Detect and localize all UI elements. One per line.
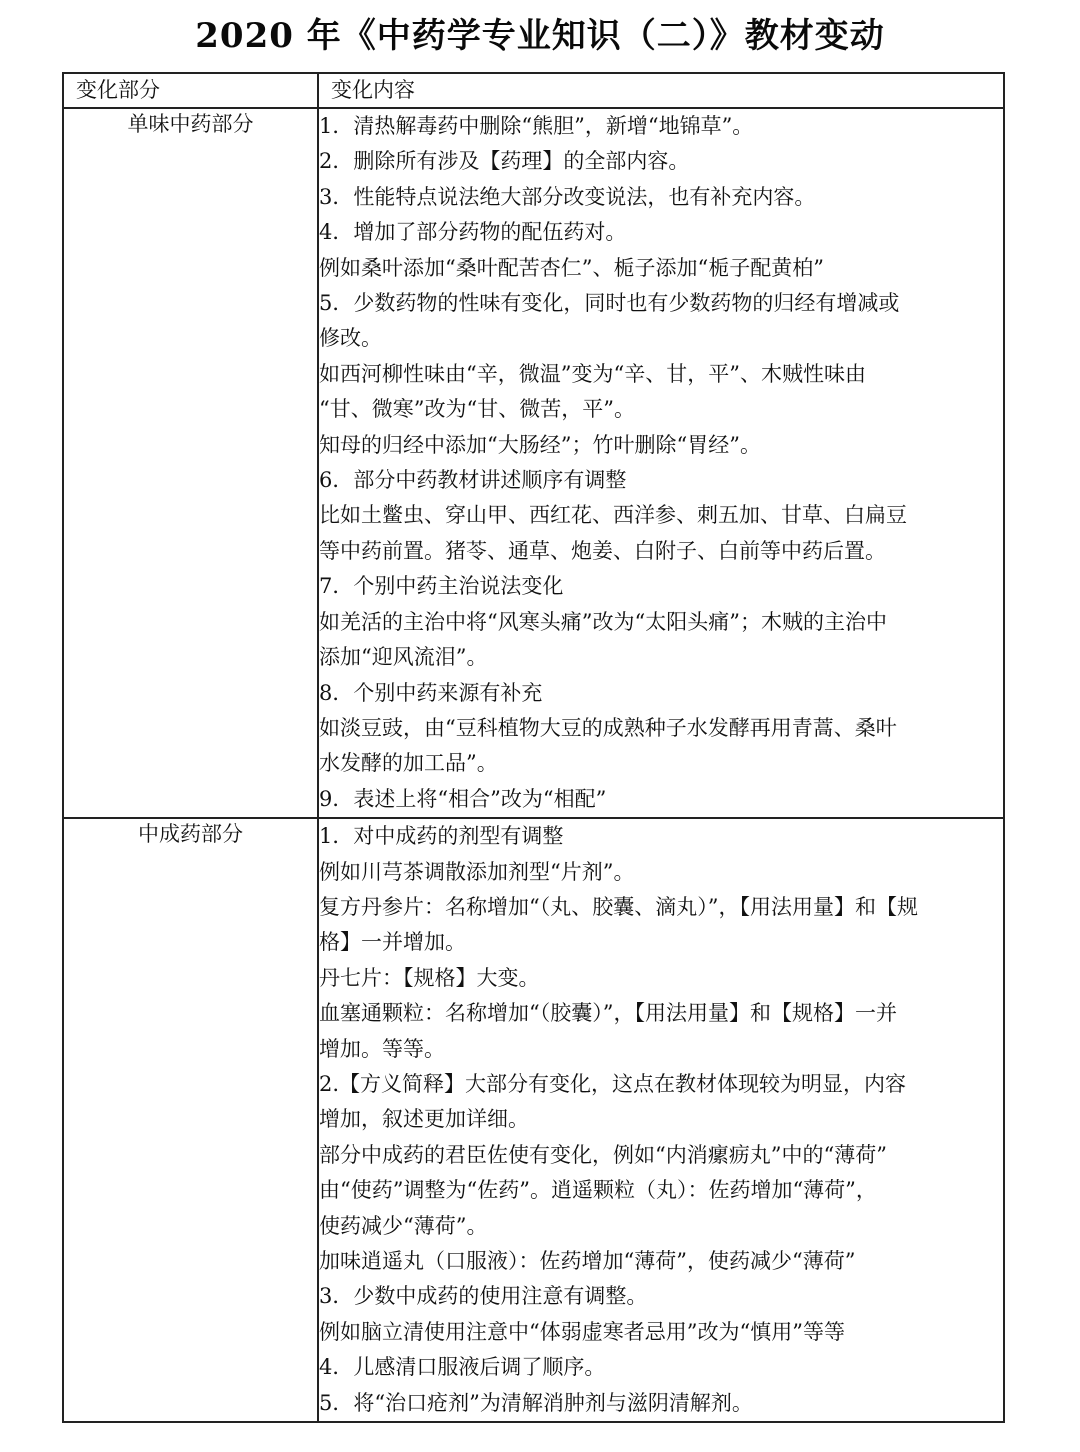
content-lines bbox=[319, 109, 1003, 817]
content-line: 丹七片：【规格】大变。 bbox=[319, 965, 540, 990]
content-line: 如淡豆豉，由“豆科植物大豆的成熟种子水发酵再用青蒿、桑叶 bbox=[319, 715, 897, 740]
content-line: 如羌活的主治中将“风寒头痛”改为“太阳头痛”；木贼的主治中 bbox=[319, 609, 887, 634]
content-line: 4．儿感清口服液后调了顺序。 bbox=[319, 1355, 606, 1380]
content-line: 复方丹参片：名称增加“（丸、胶囊、滴丸）”，【用法用量】和【规 bbox=[319, 894, 918, 919]
content-line: 增加。等等。 bbox=[319, 1036, 445, 1061]
content-line: 例如川芎茶调散添加剂型“片剂”。 bbox=[319, 859, 635, 884]
content-line: 9．表述上将“相合”改为“相配” bbox=[319, 786, 607, 811]
content-line: 血塞通颗粒：名称增加“（胶囊）”，【用法用量】和【规格】一并 bbox=[319, 1001, 897, 1026]
content-line: 例如脑立清使用注意中“体弱虚寒者忌用”改为“慎用”等等 bbox=[319, 1319, 845, 1344]
section-label: 中成药部分 bbox=[63, 818, 318, 1422]
header-change-content: 变化内容 bbox=[318, 73, 1004, 108]
content-line: 增加，叙述更加详细。 bbox=[319, 1107, 529, 1132]
content-line: 1．清热解毒药中删除“熊胆”，新增“地锦草”。 bbox=[319, 114, 754, 138]
section-content bbox=[318, 818, 1004, 1422]
content-line: 3．性能特点说法绝大部分改变说法，也有补充内容。 bbox=[319, 184, 816, 209]
content-line: 如西河柳性味由“辛，微温”变为“辛、甘，平”、木贼性味由 bbox=[319, 361, 866, 386]
changes-table bbox=[62, 72, 1005, 1423]
header-change-section: 变化部分 bbox=[63, 73, 318, 108]
content-lines bbox=[319, 819, 1003, 1421]
content-line: “甘、微寒”改为“甘、微苦，平”。 bbox=[319, 397, 635, 422]
table-row bbox=[63, 818, 1004, 1422]
table-row bbox=[63, 108, 1004, 818]
content-line: 1．对中成药的剂型有调整 bbox=[319, 824, 564, 849]
content-line: 例如桑叶添加“桑叶配苦杏仁”、栀子添加“栀子配黄柏” bbox=[319, 255, 824, 280]
table-header-row bbox=[63, 73, 1004, 108]
content-line: 2.【方义简释】大部分有变化，这点在教材体现较为明显，内容 bbox=[319, 1071, 907, 1096]
content-line: 使药减少“薄荷”。 bbox=[319, 1213, 488, 1238]
content-line: 5．将“治口疮剂”为清解消肿剂与滋阴清解剂。 bbox=[319, 1390, 753, 1415]
content-line: 格】一并增加。 bbox=[319, 930, 466, 955]
section-content bbox=[318, 108, 1004, 818]
content-line: 6．部分中药教材讲述顺序有调整 bbox=[319, 468, 627, 493]
content-line: 5．少数药物的性味有变化，同时也有少数药物的归经有增减或 bbox=[319, 291, 900, 316]
content-line: 知母的归经中添加“大肠经”；竹叶删除“胃经”。 bbox=[319, 432, 761, 457]
content-line: 等中药前置。猪苓、通草、炮姜、白附子、白前等中药后置。 bbox=[319, 538, 886, 563]
content-line: 由“使药”调整为“佐药”。逍遥颗粒（丸）：佐药增加“薄荷”， bbox=[319, 1178, 877, 1203]
content-line: 3．少数中成药的使用注意有调整。 bbox=[319, 1284, 648, 1309]
content-line: 8．个别中药来源有补充 bbox=[319, 680, 543, 705]
content-line: 比如土鳖虫、穿山甲、西红花、西洋参、刺五加、甘草、白扁豆 bbox=[319, 503, 907, 528]
content-line: 添加“迎风流泪”。 bbox=[319, 645, 488, 670]
content-line: 4．增加了部分药物的配伍药对。 bbox=[319, 220, 627, 245]
content-line: 部分中成药的君臣佐使有变化，例如“内消瘰疬丸”中的“薄荷” bbox=[319, 1142, 887, 1167]
content-line: 水发酵的加工品”。 bbox=[319, 751, 498, 776]
content-line: 7．个别中药主治说法变化 bbox=[319, 574, 564, 599]
section-label: 单味中药部分 bbox=[63, 108, 318, 818]
content-line: 加味逍遥丸（口服液）：佐药增加“薄荷”，使药减少“薄荷” bbox=[319, 1249, 856, 1273]
content-line: 修改。 bbox=[319, 326, 382, 351]
page-title: 2020 年《中药学专业知识（二）》教材变动 bbox=[195, 16, 885, 56]
content-line: 2．删除所有涉及【药理】的全部内容。 bbox=[319, 149, 690, 174]
